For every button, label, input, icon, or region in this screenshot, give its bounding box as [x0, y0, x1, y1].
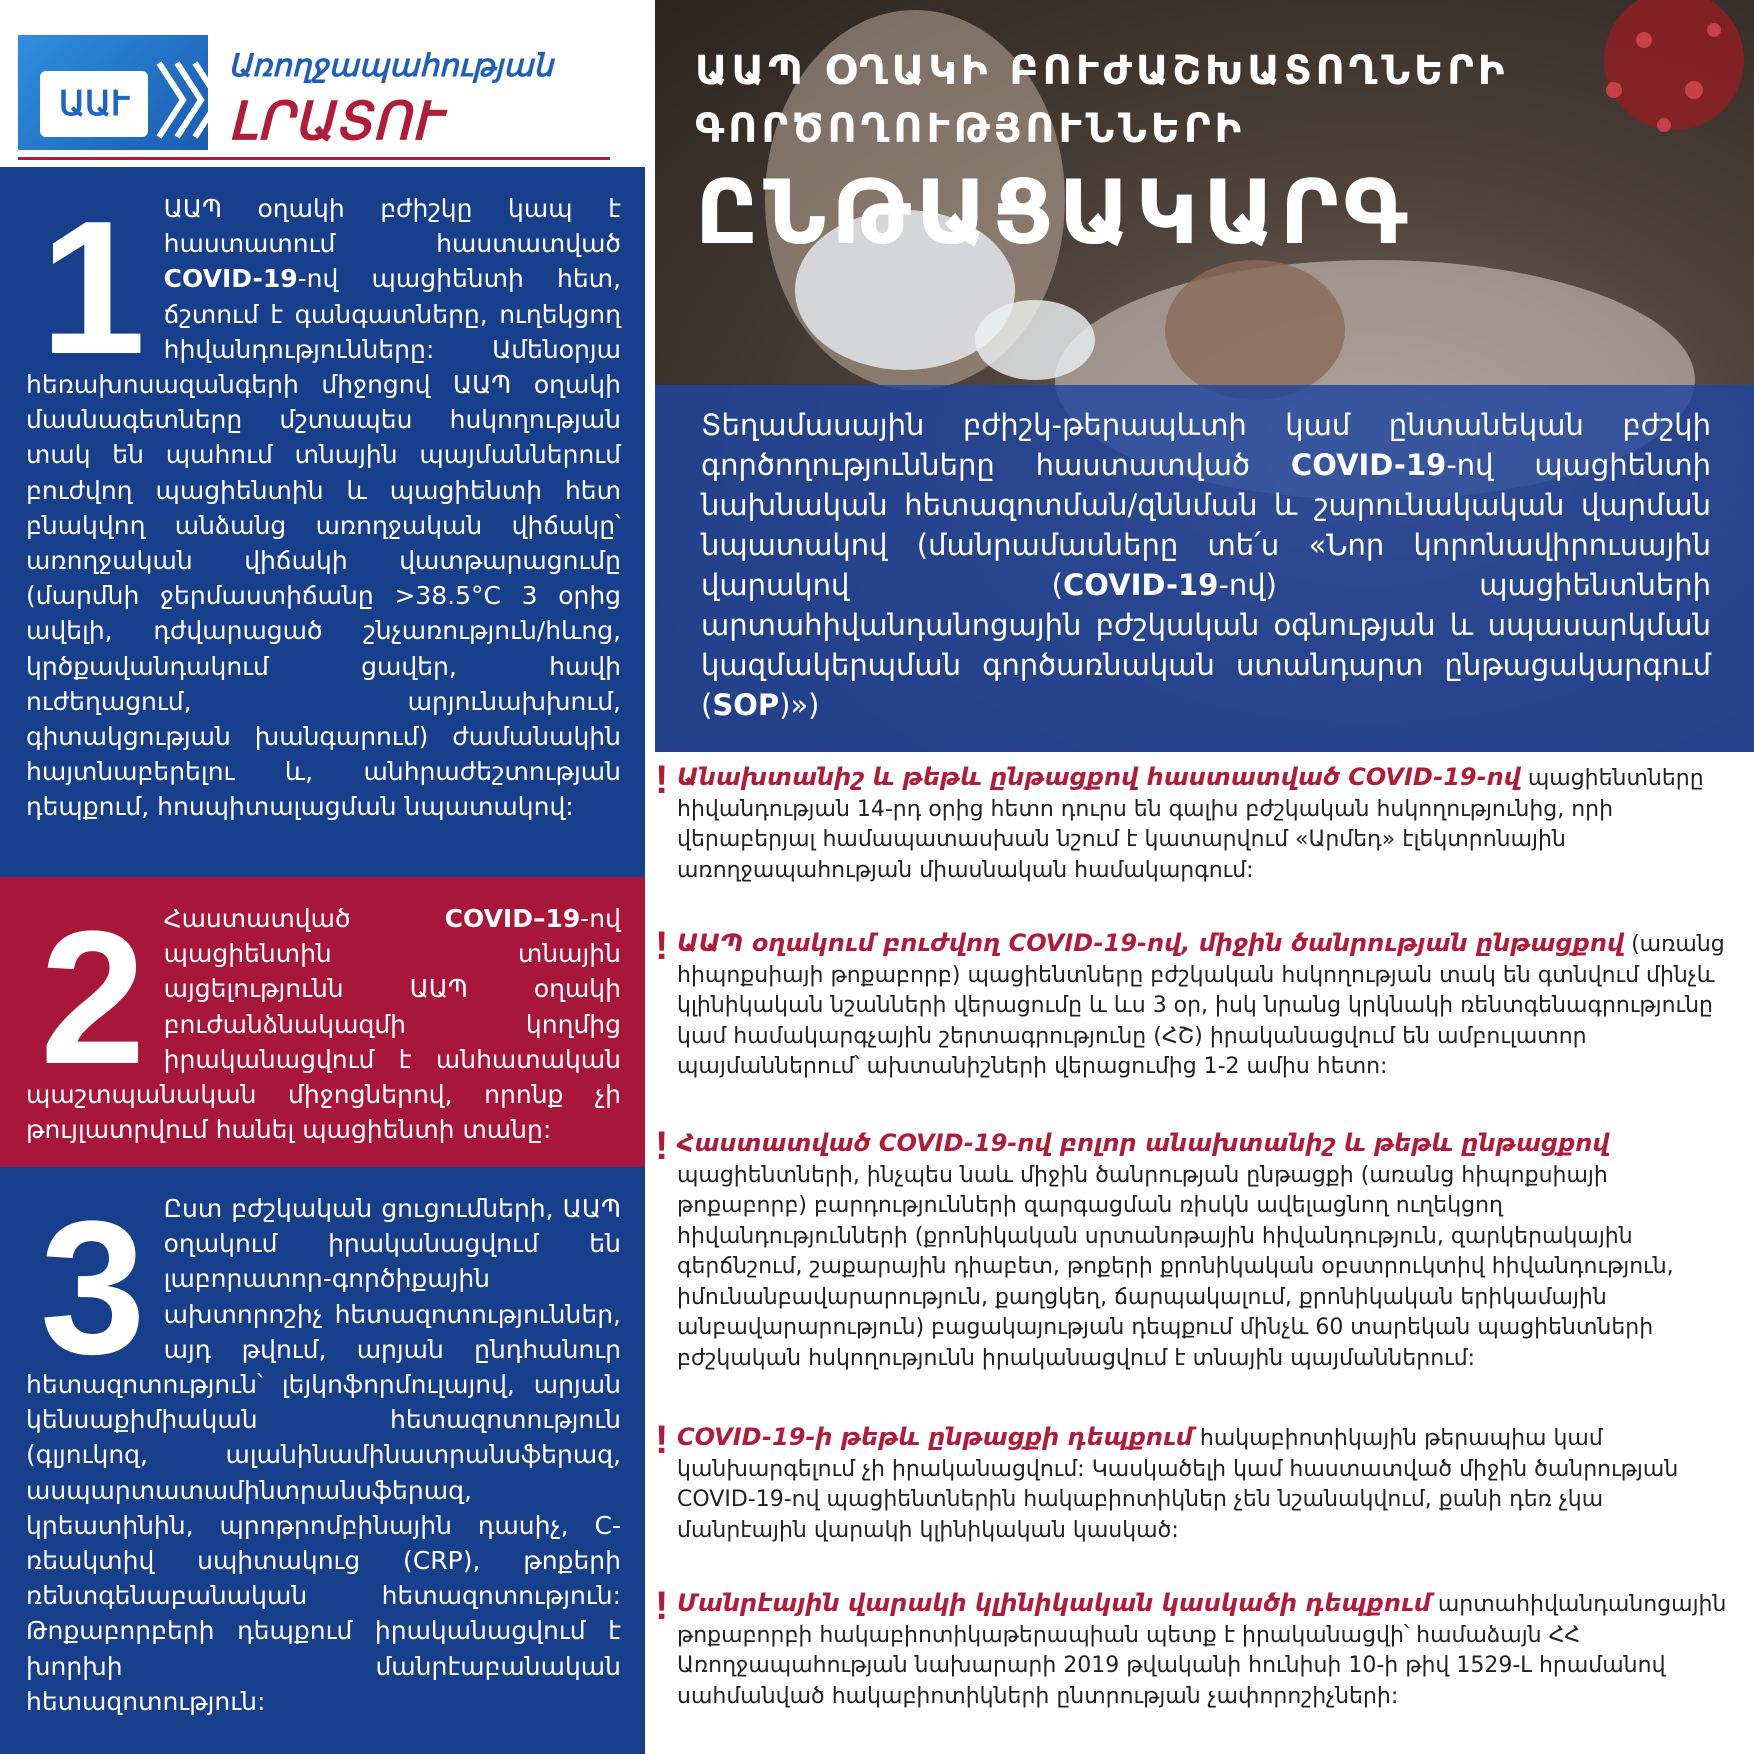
logo-badge-text: ԱԱՒ — [40, 71, 148, 137]
step-3-number: 3 — [40, 1182, 146, 1394]
logo-area — [0, 0, 645, 165]
step-1-text-bold: COVID-19 — [163, 264, 298, 294]
exclamation-icon: ! — [655, 924, 669, 968]
hero-info-bold-2: COVID-19 — [1063, 568, 1219, 602]
logo-title-line2: ԼՐԱՏՈՒ — [228, 93, 441, 151]
exclamation-icon: ! — [655, 1584, 669, 1628]
step-2-section — [0, 877, 645, 1167]
note-heading: COVID-19-ի թեթև ընթացքի դեպքում — [677, 1423, 1193, 1451]
logo-divider — [18, 157, 610, 160]
logo-title-line1: Առողջապահության — [228, 48, 554, 83]
note-item — [655, 1584, 1730, 1712]
step-2-number: 2 — [40, 892, 146, 1104]
note-item — [655, 758, 1730, 886]
step-3-text — [0, 1167, 645, 1719]
note-body: պացիենտները հիվանդության 14-րդ օրից հետո դուրս են գալիս բժշկական հսկողությունից, որի վերաբերյալ համապատասխան նշում է կատարվում «Արմեդ» էլեկտրոնային առողջապահության միասնական համակարգում: — [677, 766, 1704, 883]
note-body: արտահիվանդանոցային թոքաբորբի հակաբիոտիկաթերապիան պետք է իրականացվի՝ համաձայն ՀՀ Առողջապահության նախարարի 2019 թվականի հունիսի 10-ի թիվ 1529-Լ հրամանով սահմանված հակաբիոտիկների ընտրության չափորոշիչների: — [677, 1592, 1727, 1709]
step-1-text-a: ԱԱՊ օղակի բժիշկը կապ է հաստատում հաստատված — [163, 194, 621, 259]
step-2-text — [0, 877, 645, 1147]
note-heading: ԱԱՊ օղակում բուժվող COVID-19-ով, միջին ծանրության ընթացքով — [677, 929, 1625, 957]
chevron-right-icon — [153, 53, 223, 148]
step-2-text-bold: COVID–19 — [444, 904, 581, 933]
hero-info-box — [655, 385, 1754, 752]
note-body: (առանց հիպոքսիայի թոքաբորբ) պացիենտները բժշկական հսկողության տակ են գտնվում մինչև կլինիկական նշանների վերացումը և ևս 3 օր, իսկ նրանց կրկնակի ռենտգենագրությունը կամ համակարգչային շերտագրությունը (ՀՇ) իրականացվում են ամբուլատոր պայմաններում՝ ախտանիշների վերացումից 1-2 ամիս հետո: — [677, 932, 1725, 1079]
hero-title-top — [695, 42, 1715, 158]
hero-info-text-d: )») — [779, 688, 820, 722]
note-item — [655, 1124, 1730, 1374]
note-body: հակաբիոտիկային թերապիա կամ կանխարգելում չի իրականացվում: Կասկածելի կամ հաստատված միջին ծանրության COVID-19-ով պացիենտներին հակաբիոտիկներ չեն նշանակվում, քանի դեռ չկա մանրէային վարակի կլինիկական կասկած: — [677, 1426, 1679, 1543]
hero-title-line1: ԱԱՊ ՕՂԱԿԻ ԲՈՒԺԱՇԽԱՏՈՂՆԵՐԻ — [695, 48, 1509, 94]
hero-info-bold-1: COVID-19 — [1290, 448, 1447, 482]
exclamation-icon: ! — [655, 1124, 669, 1168]
logo-badge — [18, 35, 208, 150]
step-3-text-a: Ըստ բժշկական ցուցումների, ԱԱՊ օղակում իրականացվում են լաբորատոր-գործիքային ախտորոշիչ հետազոտություններ, այդ թվում, արյան ընդհանուր հետազոտություն՝ լեյկոֆորմուլայով, արյան կենսաքիմիական հետազոտություն (գլյուկոզ, ալանինամինատրանսֆերազ, ասպարտատամինտրանսֆերազ, կրեատինին, պրոթրոմբինային դասիչ, C-ռեակտիվ սպիտակուց (CRP), թոքերի ռենտգենաբանական հետազոտություն: Թոքաբորբերի դեպքում իրականացվում է խորխի մանրէաբանական հետազոտություն: — [26, 1194, 621, 1716]
hero-info-text-c: -ով) պացիենտների արտահիվանդանոցային բժշկական օգնության և սպասարկման կազմակերպման գործառնական ստանդարտ ընթացակարգում ( — [701, 568, 1712, 722]
exclamation-icon: ! — [655, 758, 669, 802]
hero-info-bold-3: SOP — [712, 688, 780, 722]
step-1-text-b: -ով պացիենտի հետ, ճշտում է գանգատները, ուղեկցող հիվանդությունները: Ամենօրյա հեռախոսազանգերի միջոցով ԱԱՊ օղակի մասնագետները մշտապես հսկողության տակ են պահում տնային պայմաններում բուժվող պացիենտին և պացիենտի հետ բնակվող անձանց առողջական վիճակը՝ առողջական վիճակի վատթարացումը (մարմնի ջերմաստիճանը >38.5°C 3 օրից ավելի, դժվարացած շնչառություն/հևոց, կրծքավանդակում ցավեր, հավի ուժեղացում, արյունախխում, գիտակցության խանգարում) ժամանակին հայտնաբերելու և, անհրաժեշտության դեպքում, հոսպիտալացման նպատակով: — [26, 264, 621, 822]
note-item — [655, 924, 1730, 1083]
hero-title-big: ԸՆԹԱՑԱԿԱՐԳ — [695, 161, 1413, 264]
note-heading: Մանրէային վարակի կլինիկական կասկածի դեպքում — [677, 1589, 1431, 1617]
note-body: պացիենտների, ինչպես նաև միջին ծանրության ընթացքի (առանց հիպոքսիայի թոքաբորբ) բարդությունների զարգացման ռիսկն ավելացնող ուղեկցող հիվանդությունների (քրոնիկական սրտանոթային հիվանդություն, զարկերակային գերճնշում, շաքարային դիաբետ, թոքերի քրոնիկական օբստրուկտիվ հիվանդություն, իմունանբավարարություն, քաղցկեղ, ճարպակալում, քրոնիկական երիկամային անբավարարություն) բացակայության դեպքում մինչև 60 տարեկան պացիենտների բժշկական հսկողությունն իրականացվում է տնային պայմաններում: — [677, 1162, 1674, 1371]
hero-title-line2: ԳՈՐԾՈՂՈՒԹՅՈՒՆՆԵՐԻ — [695, 106, 1246, 152]
left-column — [0, 0, 645, 1754]
step-2-text-a: Հաստատված — [163, 904, 445, 933]
hero-info-text-a: Տեղամասային բժիշկ-թերապևտի կամ ընտանեկան բժշկի գործողությունները հաստատված — [701, 408, 1711, 482]
hero-info-text — [701, 405, 1711, 725]
exclamation-icon: ! — [655, 1418, 669, 1462]
note-item — [655, 1418, 1730, 1546]
hero-info-text-b: -ով պացիենտի նախնական հետազոտման/զննման և շարունակական վարման նպատակով (մանրամասները տե՛ս «Նոր կորոնավիրուսային վարակով ( — [701, 448, 1711, 602]
step-1-section — [0, 167, 645, 877]
step-3-section — [0, 1167, 645, 1754]
hero-banner — [655, 0, 1754, 752]
step-2-text-b: -ով պացիենտին տնային այցելությունն ԱԱՊ օղակի բուժանձնակազմի կողմից իրականացվում է անհատական պաշտպանական միջոցներով, որոնք չի թույլատրվում հանել պացիենտի տանը: — [26, 904, 621, 1145]
note-heading: Անախտանիշ և թեթև ընթացքով հաստատված COVID-19-ով — [677, 763, 1521, 791]
step-1-number: 1 — [40, 182, 146, 394]
note-heading: Հաստատված COVID-19-ով բոլոր անախտանիշ և թեթև ընթացքով — [677, 1129, 1610, 1157]
step-1-text — [0, 167, 645, 825]
